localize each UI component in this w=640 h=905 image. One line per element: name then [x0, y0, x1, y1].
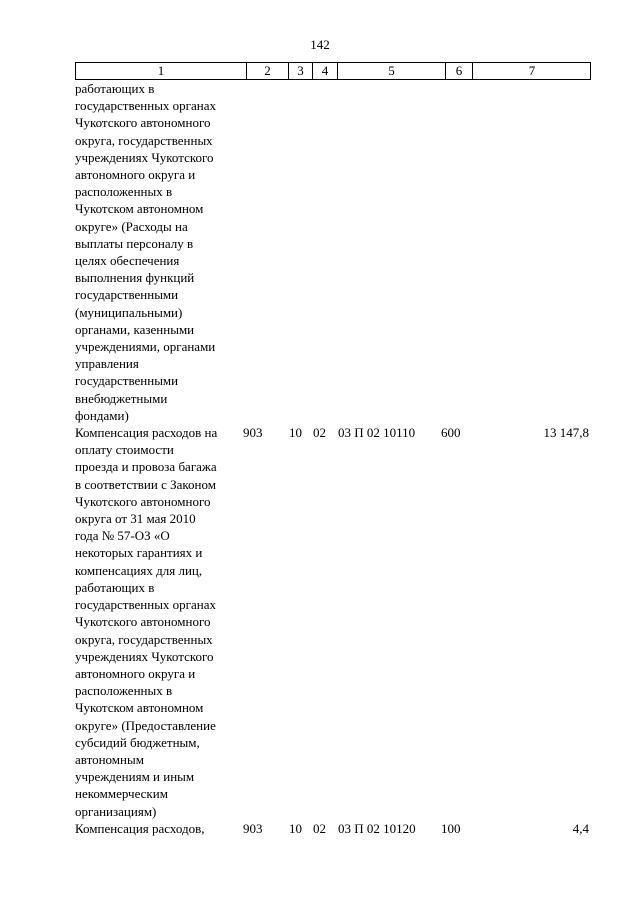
header-col-7: 7 [472, 63, 591, 79]
budget-table [75, 62, 591, 837]
row-admin-code: 903 [243, 425, 263, 441]
table-header-row [75, 62, 591, 80]
row-subsection: 02 [313, 425, 326, 441]
row-section: 10 [289, 425, 302, 441]
header-col-4: 4 [312, 63, 337, 79]
row-expense-type: 600 [441, 425, 461, 441]
header-col-3: 3 [288, 63, 312, 79]
row-name: Компенсация расходов на оплату стоимости проезда и провоза багажа в соответствии с Законом Чукотского автономного округа от 31 мая 2010 года № 57-ОЗ «О некоторых гарантиях и компенсациях для лиц, работающих в государственных органах Чукотского автономного округа, государственных учреждениях Чукотского автономного округа и расположенных в Чукотском автономном округе» (Предоставление субсидий бюджетным, автономным учреждениям и иным некоммерческим организациям) [75, 425, 218, 819]
header-col-1: 1 [157, 63, 165, 78]
header-col-6: 6 [445, 63, 472, 79]
row-expense-type: 100 [441, 820, 461, 836]
page-number: 142 [310, 37, 330, 52]
table-row [75, 80, 591, 424]
row-target-article: 03 П 02 10120 [338, 820, 416, 836]
row-name: работающих в государственных органах Чукотского автономного округа, государственных учреждениях Чукотского автономного округа и расположенных в Чукотском автономном округе» (Расходы на выплаты персоналу в целях обеспечения выполнения функций государственными (муниципальными) органами, казенными учреждениями, органами управления государственными внебюджетными фондами) [75, 81, 217, 423]
row-target-article: 03 П 02 10110 [338, 425, 416, 441]
table-row [75, 424, 591, 820]
header-col-5: 5 [337, 63, 445, 79]
header-col-2: 2 [246, 63, 288, 79]
table-row [75, 820, 591, 837]
row-subsection: 02 [313, 820, 326, 836]
row-section: 10 [289, 820, 302, 836]
row-amount: 13 147,8 [543, 425, 589, 441]
row-amount: 4,4 [572, 820, 589, 836]
row-name: Компенсация расходов, [75, 820, 205, 836]
row-admin-code: 903 [243, 820, 263, 836]
